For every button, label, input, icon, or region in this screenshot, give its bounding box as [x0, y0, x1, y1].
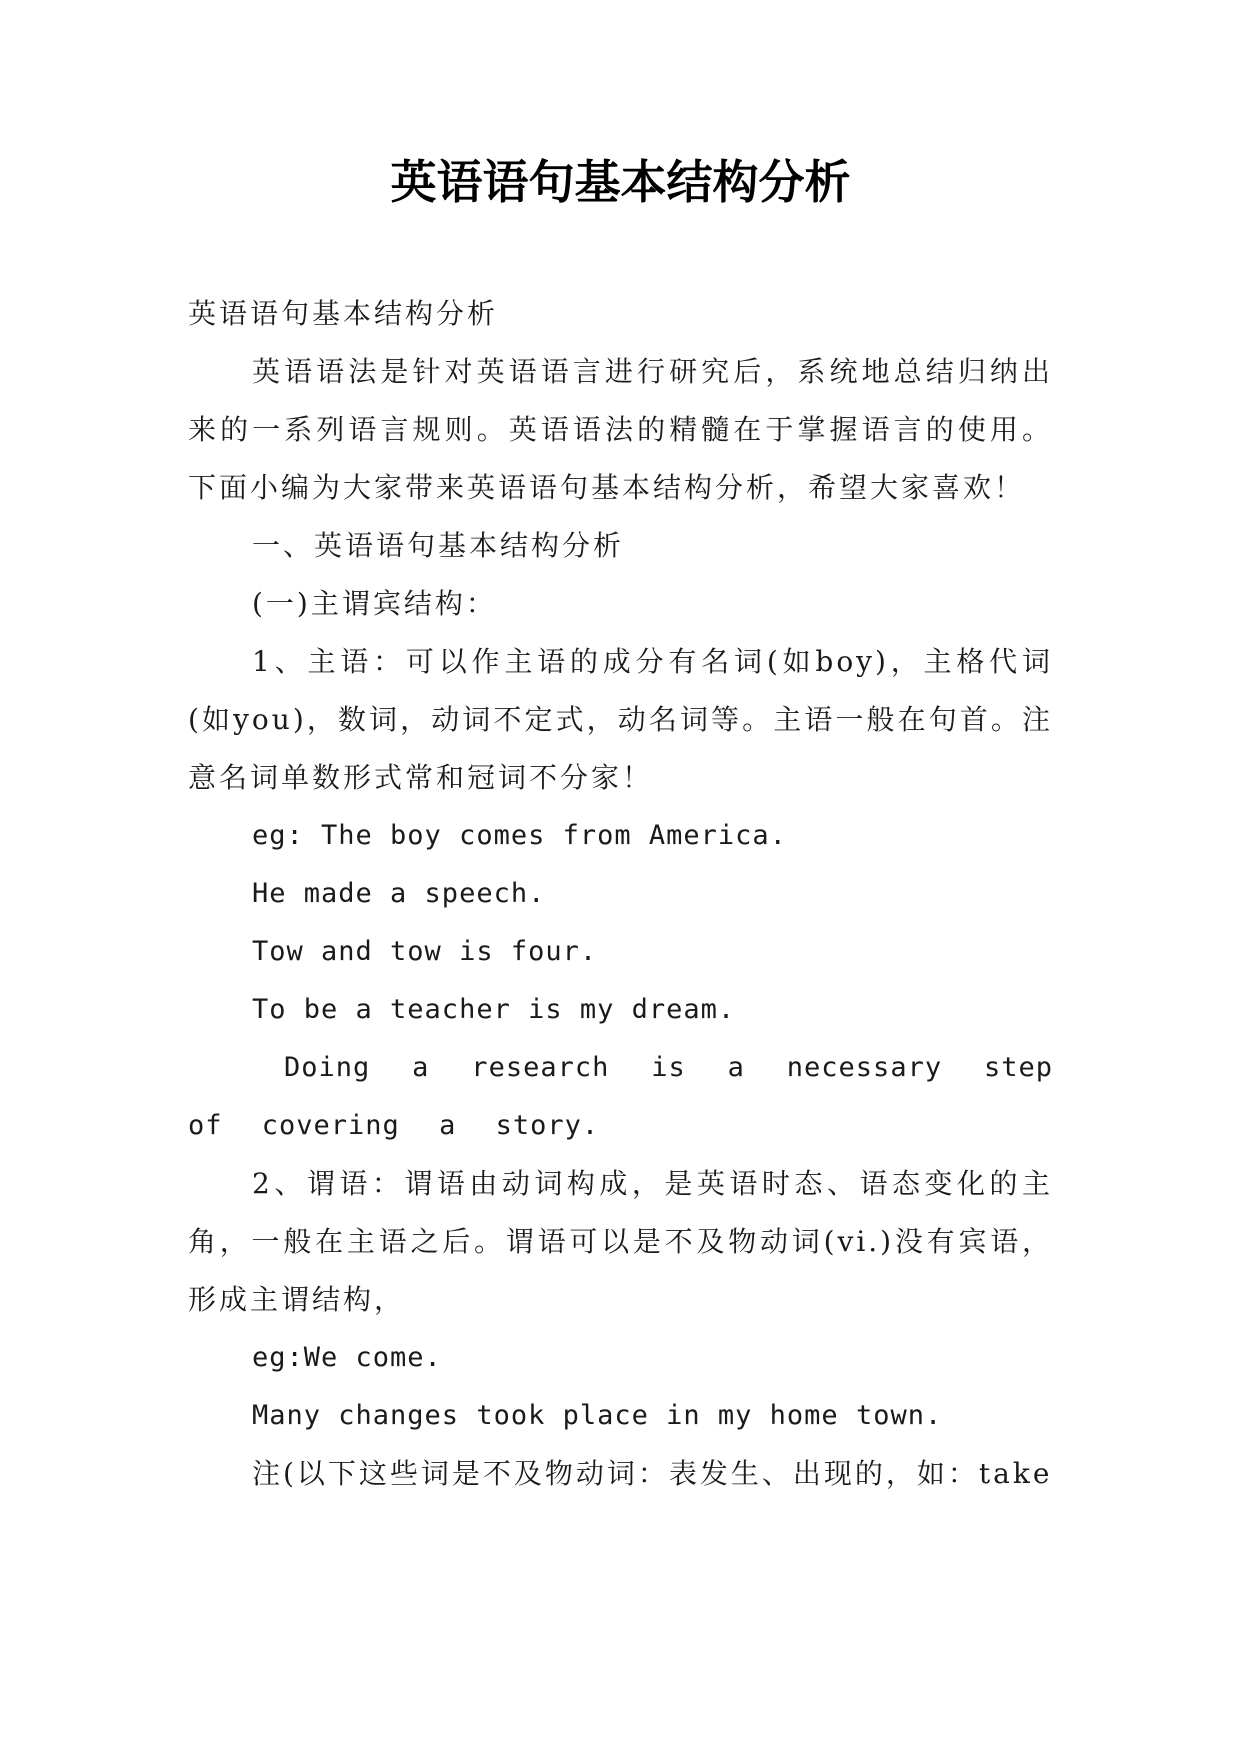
example-sentence: eg:We come. [252, 1342, 442, 1373]
paragraph-note: 注(以下这些词是不及物动词：表发生、出现的，如：take [252, 1457, 1053, 1490]
example-sentence: Many changes took place in my home town. [252, 1400, 943, 1431]
example-sentence: Doing a research is a necessary step of covering a story. [188, 1052, 1053, 1141]
document-body [188, 285, 1053, 1503]
document-title: 英语语句基本结构分析 [390, 155, 851, 209]
example-sentence: To be a teacher is my dream. [252, 994, 736, 1025]
paragraph-intro: 英语语法是针对英语语言进行研究后，系统地总结归纳出来的一系列语言规则。英语语法的精髓在于掌握语言的使用。下面小编为大家带来英语语句基本结构分析，希望大家喜欢！ [188, 355, 1053, 504]
subsection-heading: (一)主谓宾结构： [252, 587, 497, 620]
paragraph-subject: 1、主语：可以作主语的成分有名词(如boy)，主格代词(如you)，数词，动词不定式，动名词等。主语一般在句首。注意名词单数形式常和冠词不分家！ [188, 645, 1053, 794]
example-sentence: He made a speech. [252, 878, 546, 909]
paragraph-predicate: 2、谓语：谓语由动词构成，是英语时态、语态变化的主角，一般在主语之后。谓语可以是不及物动词(vi.)没有宾语，形成主谓结构， [188, 1167, 1053, 1316]
example-sentence: Tow and tow is four. [252, 936, 598, 967]
paragraph-heading: 英语语句基本结构分析 [188, 297, 499, 330]
example-sentence: eg: The boy comes from America. [252, 820, 787, 851]
section-heading: 一、英语语句基本结构分析 [252, 529, 625, 562]
